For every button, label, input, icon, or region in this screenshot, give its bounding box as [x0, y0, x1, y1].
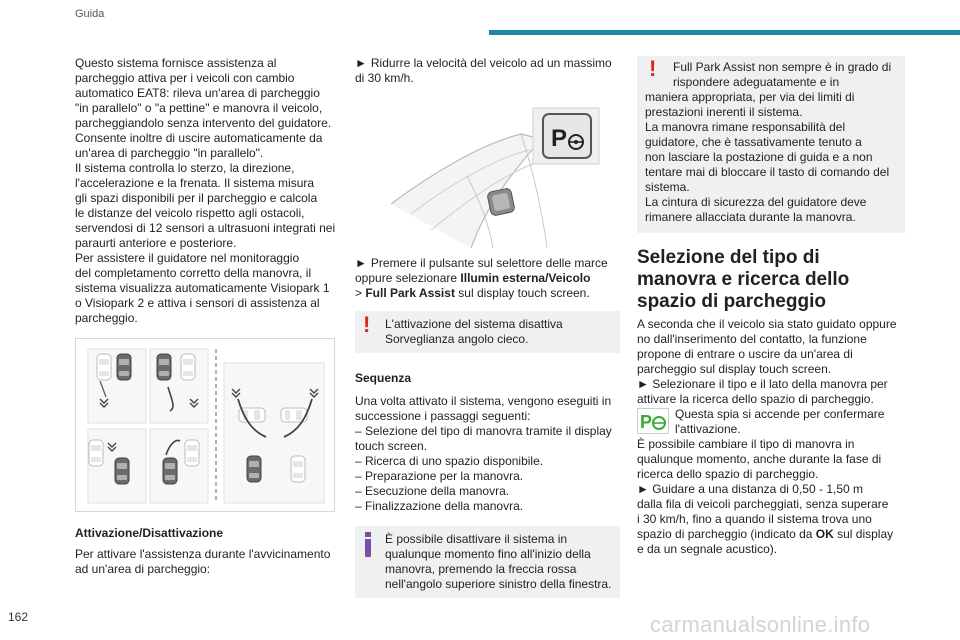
text-fragment: spazio di parcheggio (indicato da	[637, 527, 816, 541]
ok-indicator-text: OK	[815, 527, 834, 541]
watermark-text: carmanualsonline.info	[650, 612, 871, 637]
selection-paragraph	[637, 317, 905, 407]
parking-manoeuvre-diagram	[75, 338, 335, 512]
text-line: propone di entrare o uscire da un'area di	[637, 347, 853, 361]
menu-path-bold: Full Park Assist	[365, 286, 455, 300]
text-line: no dall'inserimento del contatto, la funzione	[637, 332, 867, 346]
text-line: e da un segnale acustico).	[637, 542, 778, 556]
bullet-arrow-icon: ►	[355, 256, 367, 270]
menu-path-bold: Illumin esterna/Veicolo	[460, 271, 591, 285]
info-deactivate-note	[355, 526, 620, 598]
text-line: ricerca dello spazio di parcheggio.	[637, 467, 819, 481]
text-line: Per assistere il guidatore nel monitoraggio	[75, 251, 300, 265]
text-line: l'attivazione.	[675, 422, 741, 436]
text-fragment: oppure selezionare	[355, 271, 461, 285]
text-line: parcheggio sul display touch screen.	[637, 362, 832, 376]
column-right	[637, 56, 905, 557]
text-line: del completamento corretto della manovra, il	[75, 266, 312, 280]
text-line: Premere il pulsante sul selettore delle marce	[370, 256, 608, 270]
text-line: le distanze del veicolo rispetto agli ostacoli,	[75, 206, 305, 220]
text-fragment: sul display touch screen.	[454, 286, 590, 300]
list-item: – Finalizzazione della manovra.	[355, 499, 524, 513]
text-line: ► Selezionare il tipo e il lato della manovra per	[637, 377, 888, 391]
text-line: Sorveglianza angolo cieco.	[385, 332, 529, 346]
text-line: "in parallelo" o "a pettine" e manovra il veicolo,	[75, 101, 323, 115]
lamp-glyph: P	[640, 412, 653, 432]
text-line: Una volta attivato il sistema, vengono eseguiti in	[355, 394, 612, 408]
text-line: prestazioni inerenti il sistema.	[645, 105, 803, 119]
title-line: Selezione del tipo di	[637, 247, 820, 268]
text-line: È possibile disattivare il sistema in	[385, 532, 568, 546]
text-line: touch screen.	[355, 439, 428, 453]
text-line: servendosi di 12 sensori a ultrasuoni integrati nei	[75, 221, 336, 235]
text-line: La cintura di sicurezza del guidatore deve	[645, 195, 867, 209]
title-line: spazio di parcheggio	[637, 291, 826, 312]
text-line: Questa spia si accende per confermare	[675, 407, 885, 421]
step-press-button	[355, 256, 620, 301]
warning-blind-spot-note	[355, 311, 620, 353]
text-line: sistema.	[645, 180, 690, 194]
text-line: maniera appropriata, per via dei limiti di	[645, 90, 855, 104]
text-line: Ridurre la velocità del veicolo ad un massimo	[370, 56, 612, 70]
step-reduce-speed	[355, 56, 620, 86]
text-line: rispondere adeguatamente e in	[673, 75, 840, 89]
park-assist-button-glyph: P	[551, 125, 568, 152]
list-item: – Ricerca di uno spazio disponibile.	[355, 454, 544, 468]
text-line: ► Guidare a una distanza di 0,50 - 1,50 m	[637, 482, 864, 496]
text-line: parcheggio.	[75, 311, 138, 325]
text-line: A seconda che il veicolo sia stato guidato oppure	[637, 317, 897, 331]
text-line: parcheggio attiva per i veicoli con cambio	[75, 71, 295, 85]
activation-paragraph	[75, 547, 345, 577]
list-item: – Selezione del tipo di manovra tramite il display	[355, 424, 612, 438]
bullet-arrow-icon: ►	[355, 56, 367, 70]
text-line: non lasciare la postazione di guida e a non	[645, 150, 873, 164]
text-line: automatico EAT8: rileva un'area di parcheggio	[75, 86, 320, 100]
sequence-list	[355, 394, 620, 514]
text-line: i 30 km/h, fino a quando il sistema trova uno	[637, 512, 872, 526]
parking-types-illustration	[76, 339, 334, 511]
park-assist-lamp-icon	[637, 408, 669, 434]
sequence-subhead: Sequenza	[355, 371, 412, 385]
text-line: l'accelerazione e la frenata. Il sistema misura	[75, 176, 315, 190]
section-header-title: Guida	[75, 8, 105, 20]
text-line: manovra, premendo la freccia rossa	[385, 562, 577, 576]
text-fragment: >	[355, 286, 366, 300]
text-line: qualunque momento fino all'inizio della	[385, 547, 591, 561]
text-line: sistema visualizza automaticamente Visiopark 1	[75, 281, 330, 295]
text-line: qualunque momento, anche durante la fase di	[637, 452, 882, 466]
column-middle	[355, 56, 620, 598]
gear-selector-illustration	[371, 104, 605, 248]
text-line: paraurti anteriore e posteriore.	[75, 236, 237, 250]
text-line: di 30 km/h.	[355, 71, 414, 85]
text-line: dalla fila di veicoli parcheggiati, senza superare	[637, 497, 889, 511]
text-line: parcheggiandolo senza intervento del guidatore.	[75, 116, 332, 130]
search-paragraph	[637, 437, 905, 557]
activation-subhead: Attivazione/Disattivazione	[75, 526, 224, 540]
header-accent-bar	[489, 30, 960, 35]
page-number: 162	[8, 610, 29, 624]
text-line: La manovra rimane responsabilità del	[645, 120, 846, 134]
intro-paragraph	[75, 56, 345, 326]
text-line: attivare la ricerca dello spazio di parcheggio.	[637, 392, 874, 406]
text-line: un'area di parcheggio "in parallelo".	[75, 146, 264, 160]
warning-responsibility-note	[637, 56, 905, 233]
warning-exclamation-icon: !	[363, 312, 371, 337]
text-line: o Visiopark 2 e attiva i sensori di assistenza al	[75, 296, 320, 310]
text-line: Questo sistema fornisce assistenza al	[75, 56, 277, 70]
list-item: – Esecuzione della manovra.	[355, 484, 510, 498]
text-line: Consente inoltre di uscire automaticamente da	[75, 131, 323, 145]
text-line: È possibile cambiare il tipo di manovra in	[637, 437, 855, 451]
title-line: manovra e ricerca dello	[637, 269, 850, 290]
warning-exclamation-icon: !	[649, 56, 657, 81]
text-line: gli spazi disponibili per il parcheggio e calcola	[75, 191, 318, 205]
text-fragment: sul display	[833, 527, 894, 541]
text-line: ad un'area di parcheggio:	[75, 562, 211, 576]
gear-selector-figure	[371, 104, 605, 248]
text-line: tentare mai di bloccare il tasto di comando del	[645, 165, 890, 179]
text-line: Per attivare l'assistenza durante l'avvicinamento	[75, 547, 331, 561]
text-line: nell'angolo superiore sinistro della finestra.	[385, 577, 612, 591]
column-left	[75, 56, 345, 577]
text-line: Il sistema controlla lo sterzo, la direzione,	[75, 161, 295, 175]
text-line: successione i passaggi seguenti:	[355, 409, 531, 423]
text-line: L'attivazione del sistema disattiva	[385, 317, 563, 331]
info-icon	[365, 532, 371, 557]
text-line: Full Park Assist non sempre è in grado di	[673, 60, 892, 74]
section-title	[637, 247, 905, 313]
lamp-confirmation-row	[637, 407, 905, 437]
text-line: guidatore, che è tassativamente tenuto a	[645, 135, 862, 149]
text-line: rimanere allacciata durante la manovra.	[645, 210, 856, 224]
list-item: – Preparazione per la manovra.	[355, 469, 524, 483]
